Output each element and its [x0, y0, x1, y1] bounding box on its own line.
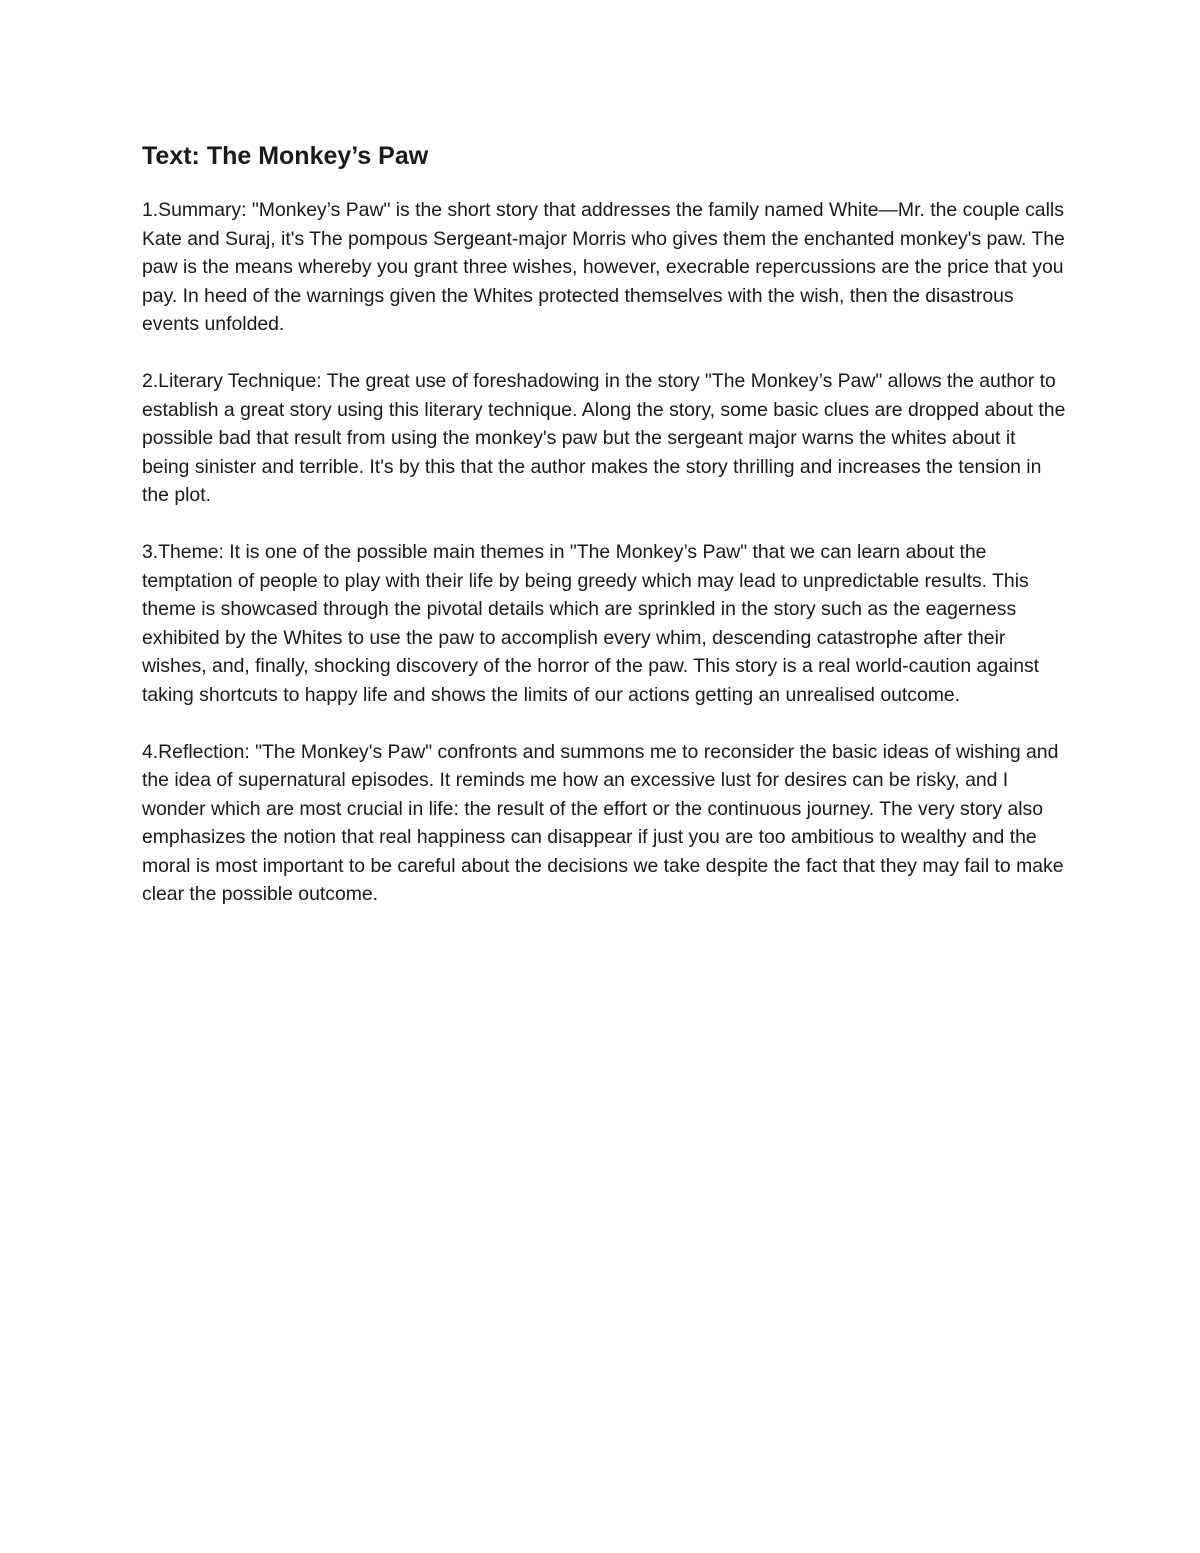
- document-title: Text: The Monkey’s Paw: [142, 142, 429, 170]
- summary-paragraph: 1.Summary: "Monkey’s Paw" is the short story that addresses the family named White—Mr. the couple calls Kate and Suraj, it's The pompous Sergeant-major Morris who gives them the enchanted monkey's paw. The paw is the means whereby you grant three wishes, however, execrable repercussions are the price that you pay. In heed of the warnings given the Whites protected themselves with the wish, then the disastrous events unfolded.: [142, 199, 1065, 336]
- document-body: [142, 138, 1067, 937]
- reflection-paragraph: 4.Reflection: "The Monkey's Paw" confronts and summons me to reconsider the basic ideas of wishing and the idea of supernatural episodes. It reminds me how an excessive lust for desires can be risky, and I wonder which are most crucial in life: the result of the effort or the continuous journey. The very story also emphasizes the notion that real happiness can disappear if just you are too ambitious to wealthy and the moral is most important to be careful about the decisions we take despite the fact that they may fail to make clear the possible outcome.: [142, 740, 1064, 906]
- theme-paragraph: 3.Theme: It is one of the possible main themes in "The Monkey’s Paw" that we can learn about the temptation of people to play with their life by being greedy which may lead to unpredictable results. This theme is showcased through the pivotal details which are sprinkled in the story such as the eagerness exhibited by the Whites to use the paw to accomplish every whim, descending catastrophe after their wishes, and, finally, shocking discovery of the horror of the paw. This story is a real world-caution against taking shortcuts to happy life and shows the limits of our actions getting an unrealised outcome.: [142, 540, 1040, 706]
- literary-technique-paragraph: 2.Literary Technique: The great use of foreshadowing in the story "The Monkey’s Paw" allows the author to establish a great story using this literary technique. Along the story, some basic clues are dropped about the possible bad that result from using the monkey's paw but the sergeant major warns the whites about it being sinister and terrible. It's by this that the author makes the story thrilling and increases the tension in the plot.: [142, 369, 1066, 507]
